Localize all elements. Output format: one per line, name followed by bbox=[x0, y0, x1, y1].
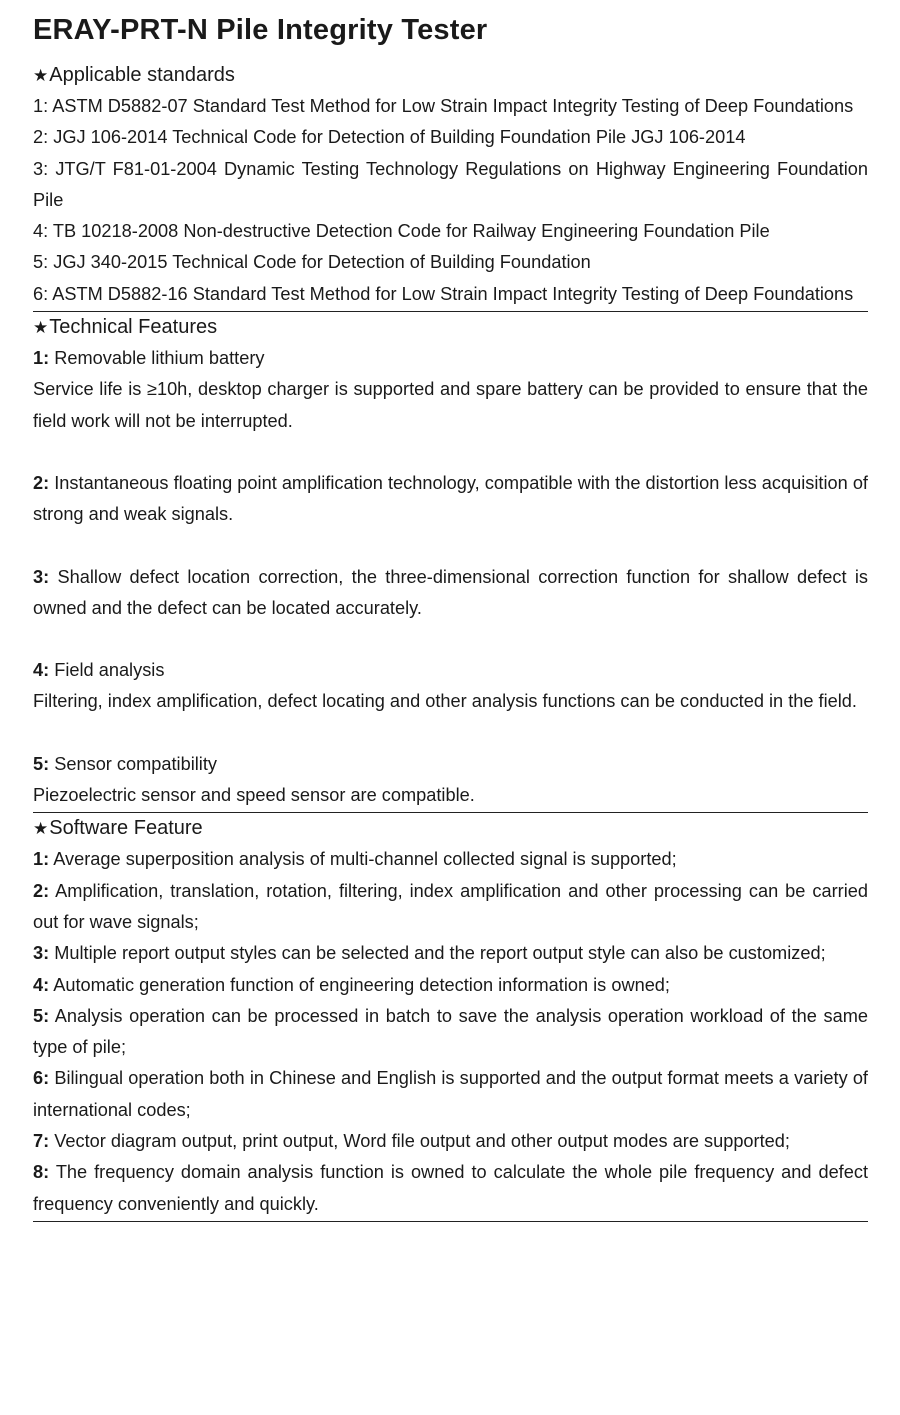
software-item-text: The frequency domain analysis function is owned to calculate the whole pile frequency and defect frequency conveniently and quickly. bbox=[33, 1162, 868, 1214]
feature-title bbox=[33, 749, 868, 780]
star-icon: ★ bbox=[33, 318, 49, 338]
feature-number: 2: bbox=[33, 472, 50, 493]
feature-title bbox=[33, 655, 868, 686]
feature-number: 5: bbox=[33, 753, 50, 774]
software-item-text: Analysis operation can be processed in batch to save the analysis operation workload of the same type of pile; bbox=[33, 1005, 868, 1058]
software-item-number: 7: bbox=[33, 1131, 50, 1152]
feature-body: Piezoelectric sensor and speed sensor are compatible. bbox=[33, 785, 475, 806]
standards-heading-label: Applicable standards bbox=[49, 64, 235, 86]
spacer bbox=[33, 437, 868, 468]
feature-number: 4: bbox=[33, 660, 50, 681]
software-item-number: 1: bbox=[33, 849, 50, 870]
technical-section bbox=[33, 312, 868, 811]
feature-title-text: Shallow defect location correction, the three-dimensional correction function for shallow defect is owned and the defect can be located accurately. bbox=[33, 566, 868, 618]
spacer bbox=[33, 531, 868, 562]
technical-heading bbox=[33, 312, 868, 343]
feature-title bbox=[33, 343, 868, 374]
standard-item: 1: ASTM D5882-07 Standard Test Method for Low Strain Impact Integrity Testing of Deep Foundations bbox=[33, 96, 854, 116]
software-item-number: 8: bbox=[33, 1162, 50, 1183]
software-item-number: 6: bbox=[33, 1068, 50, 1089]
spacer bbox=[33, 624, 868, 655]
standard-item: 2: JGJ 106-2014 Technical Code for Detection of Building Foundation Pile JGJ 106-2014 bbox=[33, 127, 746, 148]
software-item-text: Bilingual operation both in Chinese and English is supported and the output format meets a variety of international codes; bbox=[33, 1068, 868, 1120]
feature-title-text: Instantaneous floating point amplification technology, compatible with the distortion less acquisition of strong and weak signals. bbox=[33, 472, 868, 525]
feature-number: 1: bbox=[33, 348, 50, 369]
software-heading bbox=[33, 813, 868, 844]
software-item bbox=[33, 844, 868, 875]
software-item bbox=[33, 1001, 868, 1064]
software-item-text: Average superposition analysis of multi-channel collected signal is supported; bbox=[53, 849, 677, 870]
star-icon: ★ bbox=[33, 66, 49, 85]
standards-heading bbox=[33, 60, 868, 91]
software-item-text: Automatic generation function of engineering detection information is owned; bbox=[53, 974, 670, 995]
software-item-text: Amplification, translation, rotation, filtering, index amplification and other processing can be carried out for wave signals; bbox=[33, 880, 868, 932]
section-divider bbox=[33, 1221, 868, 1222]
standard-item: 6: ASTM D5882-16 Standard Test Method for Low Strain Impact Integrity Testing of Deep Foundations bbox=[33, 283, 854, 304]
technical-heading-label: Technical Features bbox=[49, 316, 218, 339]
software-item bbox=[33, 1157, 868, 1220]
software-item-text: Vector diagram output, print output, Word file output and other output modes are supported; bbox=[54, 1131, 790, 1152]
software-item bbox=[33, 938, 868, 969]
feature-body: Filtering, index amplification, defect locating and other analysis functions can be conducted in the field. bbox=[33, 691, 857, 712]
software-item bbox=[33, 1126, 868, 1157]
software-item bbox=[33, 970, 868, 1001]
feature-body: Service life is ≥10h, desktop charger is supported and spare battery can be provided to ensure that the field work will not be interrupted. bbox=[33, 379, 868, 431]
feature-title-text: Field analysis bbox=[54, 660, 165, 681]
standard-item: 3: JTG/T F81-01-2004 Dynamic Testing Technology Regulations on Highway Engineering Foundation Pile bbox=[33, 158, 868, 210]
standards-section bbox=[33, 60, 868, 310]
feature-title bbox=[33, 468, 868, 531]
feature-number: 3: bbox=[33, 566, 50, 587]
software-item-number: 2: bbox=[33, 880, 50, 901]
software-section bbox=[33, 813, 868, 1220]
spec-sheet bbox=[33, 10, 868, 1222]
standard-item: 5: JGJ 340-2015 Technical Code for Detection of Building Foundation bbox=[33, 252, 591, 273]
page-title: ERAY-PRT-N Pile Integrity Tester bbox=[33, 14, 488, 46]
software-item bbox=[33, 876, 868, 939]
feature-title-text: Removable lithium battery bbox=[54, 348, 265, 369]
star-icon: ★ bbox=[33, 819, 49, 839]
software-item-number: 4: bbox=[33, 974, 50, 995]
software-item bbox=[33, 1063, 868, 1126]
software-item-text: Multiple report output styles can be selected and the report output style can also be customized; bbox=[54, 943, 826, 964]
software-heading-label: Software Feature bbox=[49, 817, 203, 840]
feature-title bbox=[33, 562, 868, 625]
software-item-number: 5: bbox=[33, 1005, 50, 1026]
software-item-number: 3: bbox=[33, 943, 50, 964]
feature-title-text: Sensor compatibility bbox=[54, 753, 217, 774]
spacer bbox=[33, 718, 868, 749]
standard-item: 4: TB 10218-2008 Non-destructive Detection Code for Railway Engineering Foundation Pile bbox=[33, 221, 770, 242]
